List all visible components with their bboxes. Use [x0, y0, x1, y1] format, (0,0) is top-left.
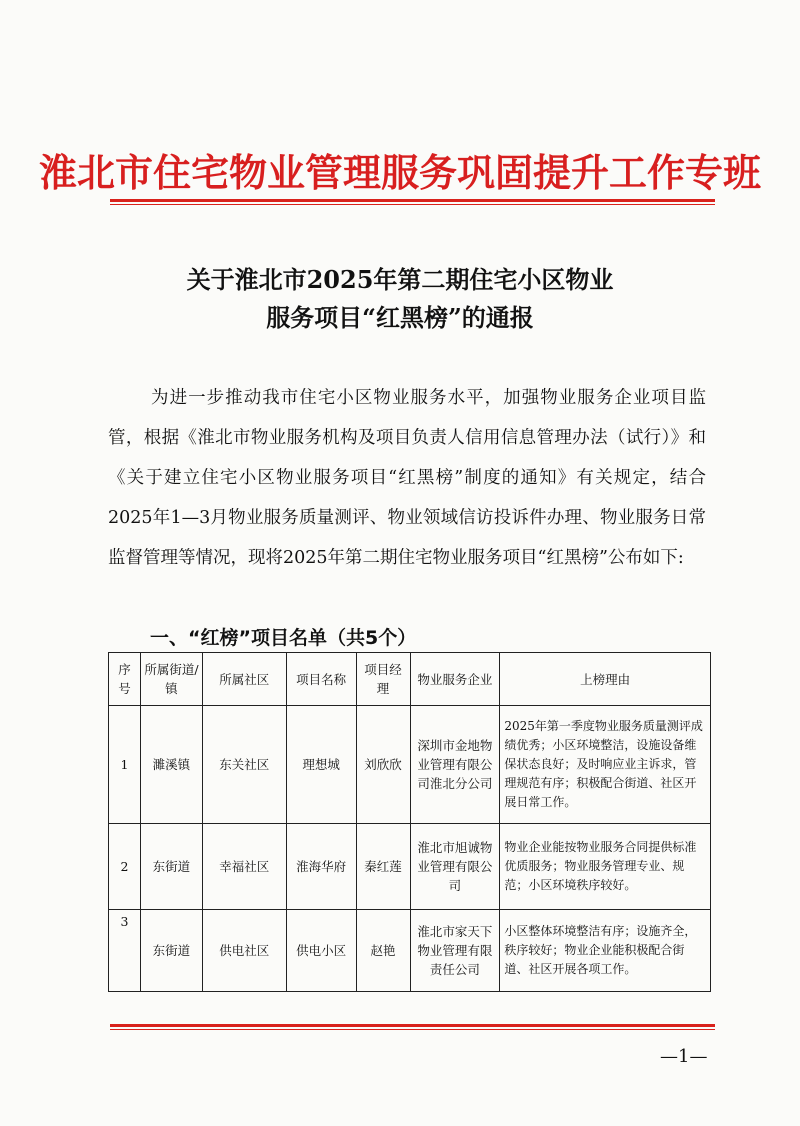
cell-community: 供电社区	[202, 910, 286, 992]
cell-no: 1	[109, 706, 141, 824]
red-rule-bottom-thin	[110, 1029, 715, 1030]
section-title: 一、“红榜”项目名单（共5个）	[150, 627, 417, 649]
red-list-table	[108, 652, 711, 992]
body-paragraph	[108, 378, 706, 578]
red-rule-bottom	[110, 1024, 715, 1027]
cell-manager: 秦红莲	[356, 824, 410, 910]
header-project: 项目名称	[286, 653, 356, 706]
cell-manager: 刘欣欣	[356, 706, 410, 824]
cell-no: 3	[109, 910, 141, 992]
table-row	[109, 910, 711, 992]
cell-reason: 物业企业能按物业服务合同提供标准优质服务；物业服务管理专业、规范；小区环境秩序较好。	[500, 824, 711, 910]
cell-company: 淮北市家天下物业管理有限责任公司	[410, 910, 500, 992]
header-manager: 项目经理	[356, 653, 410, 706]
cell-company: 淮北市旭诚物业管理有限公司	[410, 824, 500, 910]
document-title-line2: 服务项目“红黑榜”的通报	[266, 303, 534, 332]
cell-street: 东街道	[140, 910, 202, 992]
cell-reason: 小区整体环境整洁有序；设施齐全，秩序较好；物业企业能积极配合街道、社区开展各项工作。	[500, 910, 711, 992]
cell-street: 濉溪镇	[140, 706, 202, 824]
cell-community: 幸福社区	[202, 824, 286, 910]
page-number: —1—	[660, 1046, 708, 1067]
body-paragraph-text: 为进一步推动我市住宅小区物业服务水平，加强物业服务企业项目监管，根据《淮北市物业服务机构及项目负责人信用信息管理办法（试行）》和《关于建立住宅小区物业服务项目“红黑榜”制度的通知》有关规定，结合2025年1—3月物业服务质量测评、物业领域信访投诉件办理、物业服务日常监督管理等情况，现将2025年第二期住宅物业服务项目“红黑榜”公布如下:	[108, 388, 706, 568]
cell-project: 供电小区	[286, 910, 356, 992]
cell-company: 深圳市金地物业管理有限公司淮北分公司	[410, 706, 500, 824]
cell-no: 2	[109, 824, 141, 910]
cell-street: 东街道	[140, 824, 202, 910]
masthead-title: 淮北市住宅物业管理服务巩固提升工作专班	[38, 150, 761, 195]
table-row	[109, 824, 711, 910]
table-header-row	[109, 653, 711, 706]
table-row	[109, 706, 711, 824]
header-street: 所属街道/镇	[140, 653, 202, 706]
header-company: 物业服务企业	[410, 653, 500, 706]
cell-manager: 赵艳	[356, 910, 410, 992]
red-rule-top-thin	[110, 204, 715, 205]
header-community: 所属社区	[202, 653, 286, 706]
cell-community: 东关社区	[202, 706, 286, 824]
document-title-line1: 关于淮北市2025年第二期住宅小区物业	[186, 265, 614, 294]
cell-reason: 2025年第一季度物业服务质量测评成绩优秀；小区环境整洁，设施设备维保状态良好；及时响应业主诉求，管理规范有序；积极配合街道、社区开展日常工作。	[500, 706, 711, 824]
header-no: 序号	[109, 653, 141, 706]
header-reason: 上榜理由	[500, 653, 711, 706]
cell-project: 淮海华府	[286, 824, 356, 910]
red-rule-top	[110, 199, 715, 202]
cell-project: 理想城	[286, 706, 356, 824]
